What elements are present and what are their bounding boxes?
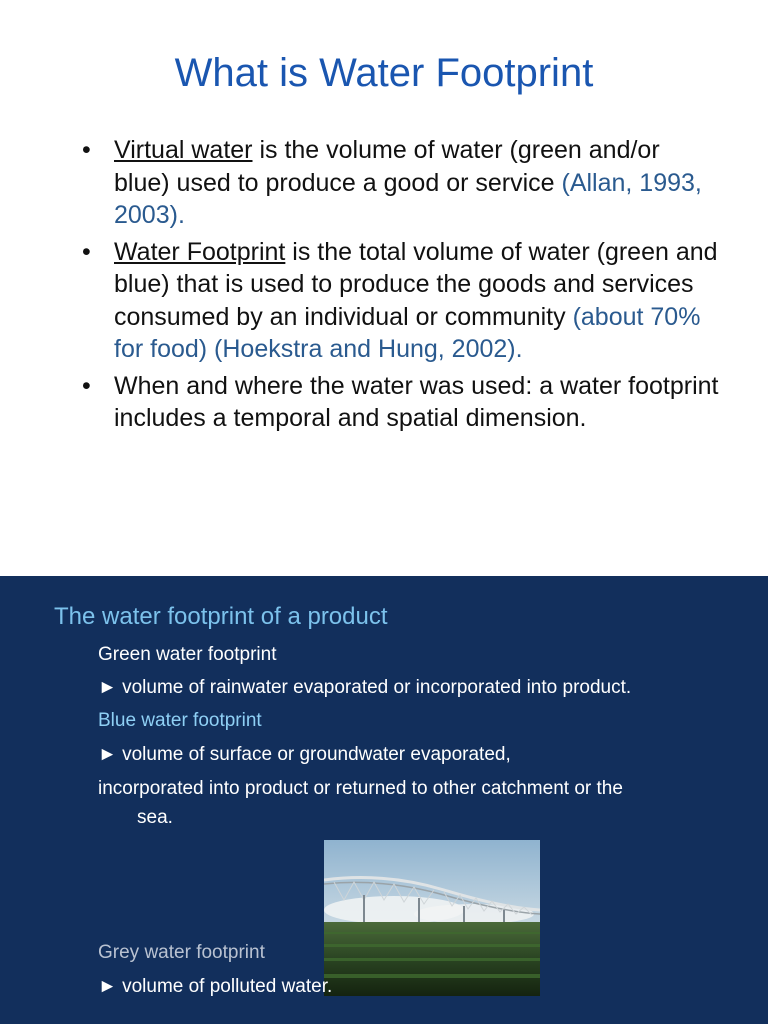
bullet-dot-icon: • [82, 237, 91, 266]
bullet-dot-icon: • [82, 136, 91, 164]
blue-water-label: Blue water footprint [98, 710, 262, 731]
bullet-when-where [82, 370, 722, 435]
bullet-citation: (Allan, 1993, 2003). [114, 168, 702, 229]
blue-water-description-3: sea. [137, 807, 173, 828]
bullet-water-footprint [82, 236, 722, 366]
bullet-text: is the volume of water (green and/or blue) used to produce a good or service [114, 136, 660, 197]
green-water-description: ► volume of rainwater evaporated or incorporated into product. [98, 677, 632, 698]
bullet-virtual-water [82, 134, 722, 232]
blue-water-description-2: incorporated into product or returned to other catchment or the [98, 778, 623, 799]
term-virtual-water: Virtual water [114, 136, 253, 164]
slide-2 [0, 576, 768, 1024]
term-water-footprint: Water Footprint [114, 237, 286, 266]
grey-water-description: ► volume of polluted water. [98, 976, 333, 997]
bullet-text: When and where the water was used: a water footprint includes a temporal and spatial dimension. [114, 371, 719, 432]
green-water-label: Green water footprint [98, 644, 277, 665]
slide-2-title: The water footprint of a product [54, 603, 388, 630]
irrigation-photo [324, 840, 540, 996]
bullet-list [82, 134, 722, 439]
bullet-text: is the total volume of water (green and blue) that is used to produce the goods and services consumed by an individual or community [114, 237, 718, 331]
blue-water-description-1: ► volume of surface or groundwater evaporated, [98, 744, 511, 765]
slide-title: What is Water Footprint [174, 51, 594, 95]
grey-water-label: Grey water footprint [98, 942, 265, 963]
bullet-dot-icon: • [82, 371, 91, 400]
bullet-citation: (about 70% for food) (Hoekstra and Hung, 2002). [114, 302, 701, 363]
